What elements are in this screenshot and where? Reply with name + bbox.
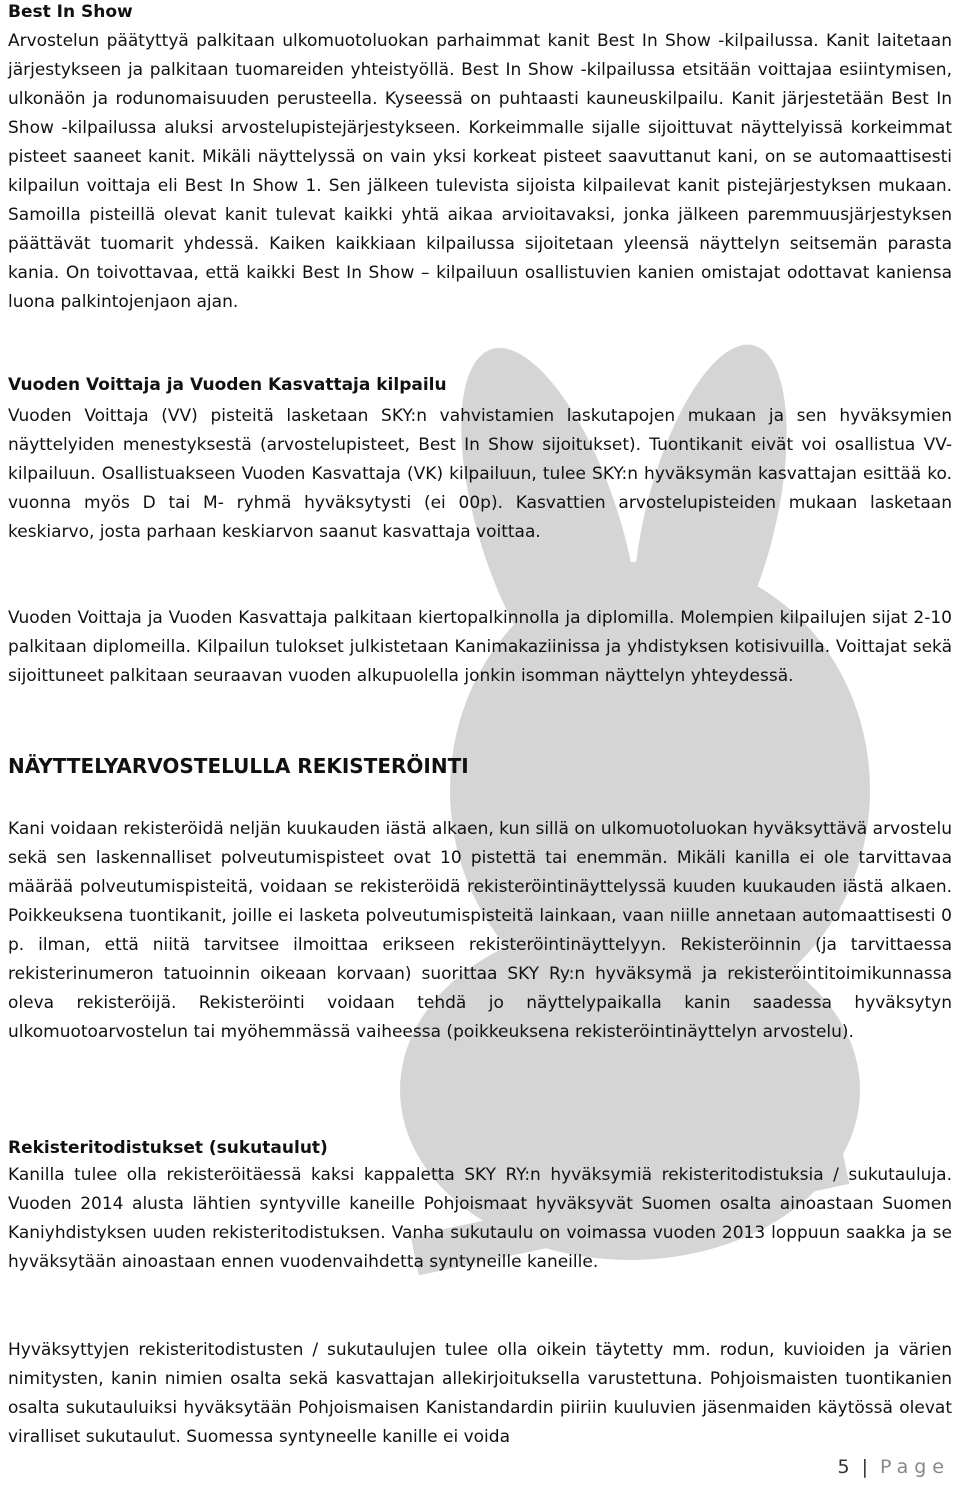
rekisterointi-heading: NÄYTTELYARVOSTELULLA REKISTERÖINTI — [8, 754, 469, 778]
rekisteritodistukset-paragraph-1: Kanilla tulee olla rekisteröitäessä kaksi kappaletta SKY RY:n hyväksymiä rekisteritodistuksia / sukutauluja. Vuoden 2014 alusta lähtien syntyville kaneille Pohjoismaat hyväksyvät Suomen osalta ainoastaan Suomen Kaniyhdistyksen uuden rekisteritodistuksen. Vanha sukutaulu on voimassa vuoden 2013 loppuun saakka ja se hyväksytään ainoastaan ennen vuodenvaihdetta syntyneille kaneille. — [8, 1165, 952, 1272]
footer-separator: | — [861, 1456, 868, 1478]
best-in-show-heading: Best In Show — [8, 2, 133, 22]
rekisterointi-paragraph: Kani voidaan rekisteröidä neljän kuukauden iästä alkaen, kun sillä on ulkomuotoluokan hyväksyttävä arvostelu sekä sen laskennalliset polveutumispisteet ovat 10 pistettä tai enemmän. Mikäli kanilla ei ole tarvittavaa määrää polveutumispisteitä, voidaan se rekisteröidä rekisteröintinäyttelyssä kuuden kuukauden iästä alkaen. Poikkeuksena tuontikanit, joille ei lasketa polveutumispisteitä lainkaan, vaan niille annetaan automaattisesti 0 p. ilman, että niitä tarvitsee ilmoittaa erikseen rekisteröintinäyttelyyn. Rekisteröinnin (ja tarvittaessa rekisterinumeron tatuoinnin oikeaan korvaan) suorittaa SKY Ry:n hyväksymä ja rekisteröintitoimikunnassa oleva rekisteröijä. Rekisteröinti voidaan tehdä jo näyttelypaikalla kanin saadessa hyväksytyn ulkomuotoarvostelun tai myöhemmässä vaiheessa (poikkeuksena rekisteröintinäyttelyn arvostelu). — [8, 819, 952, 1042]
vuoden-voittaja-paragraph-1: Vuoden Voittaja (VV) pisteitä lasketaan SKY:n vahvistamien laskutapojen mukaan ja sen hyväksymien näyttelyiden menestyksestä (arvostelupisteet, Best In Show sijoitukset). Tuontikanit eivät voi osallistua VV-kilpailuun. Osallistuakseen Vuoden Kasvattaja (VK) kilpailuun, tulee SKY:n hyväksymän kasvattajan esittää ko. vuonna myös D tai M- ryhmä hyväksytysti (ei 00p). Kasvattien arvostelupisteiden mukaan lasketaan keskiarvo, josta parhaan keskiarvon saanut kasvattaja voittaa. — [8, 406, 952, 542]
vuoden-voittaja-heading: Vuoden Voittaja ja Vuoden Kasvattaja kilpailu — [8, 375, 447, 395]
page-number: 5 — [837, 1456, 850, 1478]
vuoden-voittaja-paragraph-2: Vuoden Voittaja ja Vuoden Kasvattaja palkitaan kiertopalkinnolla ja diplomilla. Molempien kilpailujen sijat 2-10 palkitaan diplomeilla. Kilpailun tulokset julkistetaan Kanimakaziinissa ja yhdistyksen kotisivuilla. Voittajat sekä sijoittuneet palkitaan seuraavan vuoden alkupuolella jonkin isomman näyttelyn yhteydessä. — [8, 608, 952, 686]
rekisteritodistukset-paragraph-2: Hyväksyttyjen rekisteritodistusten / sukutaulujen tulee olla oikein täytetty mm. rodun, kuvioiden ja värien nimitysten, kanin nimien osalta sekä kasvattajan allekirjoituksella varustettuna. Pohjoismaisten tuontikanien osalta sukutauluiksi hyväksytään Pohjoismaisen Kanistandardin piiriin kuuluvien jäsenmaiden käytössä olevat viralliset sukutaulut. Suomessa syntyneelle kanille ei voida — [8, 1340, 952, 1447]
best-in-show-paragraph: Arvostelun päätyttyä palkitaan ulkomuotoluokan parhaimmat kanit Best In Show -kilpailussa. Kanit laitetaan järjestykseen ja palkitaan tuomareiden yhteistyöllä. Best In Show -kilpailussa etsitään voittajaa esiintymisen, ulkonäön ja rodunomaisuuden perusteella. Kyseessä on puhtaasti kauneuskilpailu. Kanit järjestetään Best In Show -kilpailussa aluksi arvostelupistejärjestykseen. Korkeimmalle sijalle sijoittuvat näyttelyissä korkeimmat pisteet saaneet kanit. Mikäli näyttelyssä on vain yksi korkeat pisteet saavuttanut kani, on se automaattisesti kilpailun voittaja eli Best In Show 1. Sen jälkeen tulevista sijoista kilpailevat kanit pistejärjestyksen mukaan. Samoilla pisteillä olevat kanit tulevat kaikki yhtä aikaa arvioitavaksi, jonka jälkeen paremmuusjärjestyksen päättävät tuomarit yhdessä. Kaiken kaikkiaan kilpailussa sijoitetaan yleensä näyttelyn seitsemän parasta kania. On toivottavaa, että kaikki Best In Show – kilpailuun osallistuvien kanien omistajat odottavat kaniensa luona palkintojenjaon ajan. — [8, 31, 952, 312]
page-footer — [838, 1456, 951, 1478]
rekisteritodistukset-heading: Rekisteritodistukset (sukutaulut) — [8, 1138, 328, 1158]
page-label: Page — [880, 1456, 950, 1478]
